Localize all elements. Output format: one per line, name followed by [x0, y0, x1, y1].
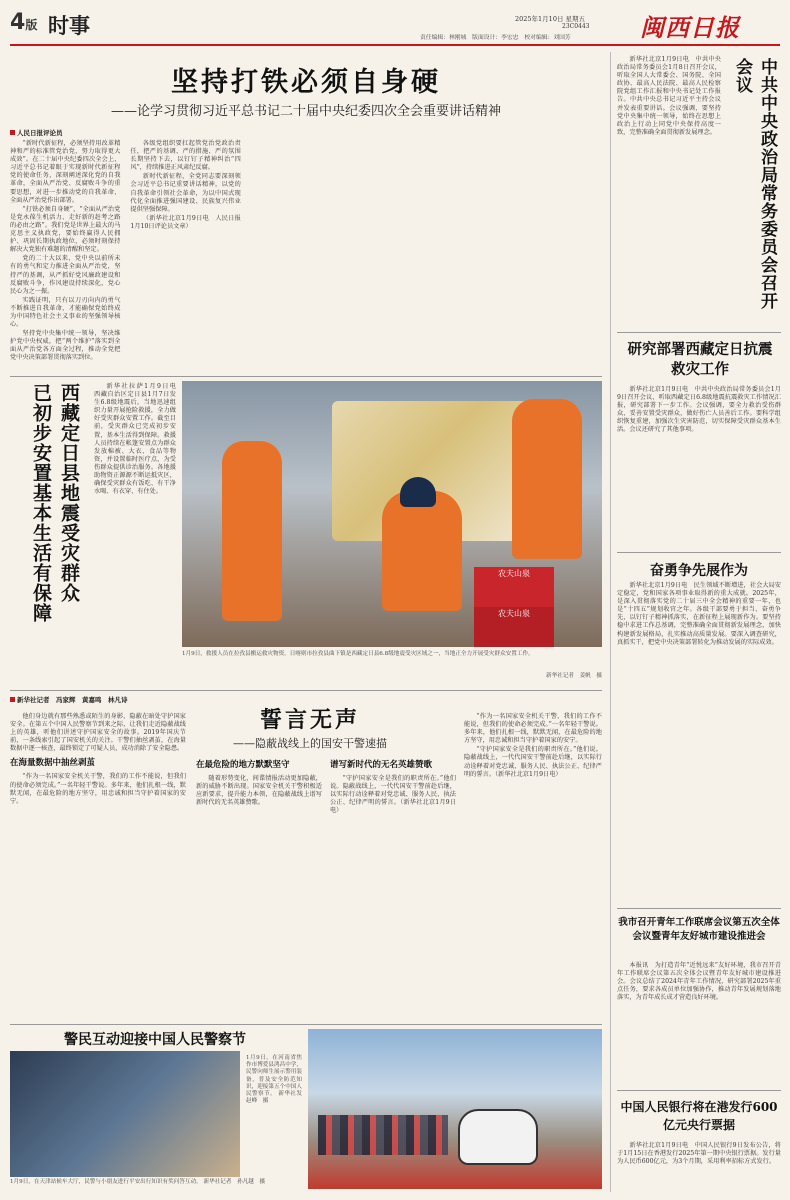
police-subtitle: ——隐蔽战线上的国安干警速描 — [233, 737, 387, 750]
caption-credit: 新华社记者 孙凡越 摄 — [203, 1179, 266, 1185]
police-day-caption-1 — [10, 1179, 300, 1186]
motorcycle-icon — [458, 1109, 538, 1165]
caption-credit: 新华社发 赵峰 摄 — [246, 1091, 308, 1105]
lead-paragraph: 各级党组织要扛起管党治党政治责任，把严的基调、严的措施、严的氛围长期坚持下去，以钉钉子精神纠治“四风”，持续推进正风肃纪反腐。 — [130, 140, 241, 172]
police-paragraph: “守护国家安全是我们的职责所在。”他们说。隐蔽战线上，一代代国安干警前赴后继，以实际行动诠释着对党忠诚、服务人民、执法公正、纪律严明的誓言。（新华社北京1月9日电） — [330, 775, 456, 815]
police-paragraph: “作为一名国家安全机关干警，我们的工作不能说，但我们的使命必须完成。”一名年轻干警说。多年来，他们扎根一线，默默无闻，在最危险的地方坚守，用忠诚和担当守护着国家的安宁。 — [464, 713, 602, 745]
quake-title-line-2: 已初步安置基本生活有保障 — [30, 383, 52, 623]
lead-title: 坚持打铁必须自身硬 — [171, 67, 441, 98]
police-day-caption-2 — [246, 1055, 308, 1175]
police-day-title: 警民互动迎接中国人民警察节 — [64, 1032, 246, 1048]
quake-title-line-1: 西藏定日县地震受灾群众 — [58, 383, 80, 603]
quake-article — [10, 376, 602, 684]
pboc-title: 中国人民银行将在港发行600亿元央行票据 — [620, 1100, 778, 1132]
police-col-3 — [330, 759, 456, 1017]
box-label — [474, 567, 554, 607]
youth-body: 本报讯 为打造青年“近悦远来”友好环境，我市召开青年工作联席会议第五次全体会议暨青年友好城市建设推进会。会议总结了2024年青年工作情况，研究部署2025年重点任务，要求各成员单位加强协作，推动青年发展规划落地落实，为青年成长成才营造良好环境。 — [617, 962, 781, 1002]
tibet-meeting-title: 研究部署西藏定日抗震救灾工作 — [627, 341, 773, 378]
politburo-body: 新华社北京1月9日电 中共中央政治局常务委员会1月8日召开会议，听取全国人大常委会、国务院、全国政协、最高人民法院、最高人民检察院党组工作汇报和中央书记处工作报告。中共中央总书记习近平主持会议并发表重要讲话。会议强调，要坚持党中央集中统一领导，始终在思想上政治上行动上同党中央保持高度一致，完整准确全面贯彻新发展理念。 — [617, 56, 721, 136]
police-subhead-3: 谱写新时代的无名英雄赞歌 — [330, 760, 433, 770]
divider — [617, 552, 781, 553]
page-number — [10, 10, 37, 35]
quake-photo — [182, 381, 602, 647]
politburo-article — [617, 56, 781, 326]
lead-paragraph: 实践证明，只有以刀刃向内的勇气不断推进自我革命，才能确保党始终成为中国特色社会主义事业的坚强领导核心。 — [10, 296, 121, 329]
page-unit: 版 — [25, 18, 38, 32]
police-paragraph: 随着形势变化，间谍情报活动更加隐蔽，新的威胁不断出现。国家安全机关干警积极适应新要求，提升能力本领，在隐蔽战线上谱写新时代的无名英雄赞歌。 — [196, 775, 322, 807]
police-day-photo-2 — [308, 1029, 602, 1189]
lead-paragraph: 坚持党中央集中统一领导，坚决维护党中央权威，把“两个维护”落实到全面从严治党各方面全过程，推动全党把党中央决策部署贯彻落实到位。 — [10, 330, 121, 362]
box-brand: 农夫山泉 — [498, 569, 530, 578]
police-article — [10, 690, 602, 1020]
editor-credits: 责任编辑：林刚城 版面设计：李宏忠 校对编辑：刘国芳 — [420, 35, 571, 41]
police-day-photo-1 — [10, 1051, 240, 1177]
quake-credit: 新华社记者 姜帆 摄 — [546, 673, 602, 679]
lead-paragraph: “打铁必须自身硬”，“全面从严治党是党永葆生机活力、走好新的赶考之路的必由之路”。我们党是世界上最大的马克思主义执政党，要始终赢得人民拥护、巩固长期执政地位，必须时刻保持解决大党独有难题的清醒和坚定。 — [10, 205, 121, 254]
lead-body — [10, 140, 602, 368]
politburo-headline: 中共中央政治局常务委员会召开会议 — [732, 58, 777, 310]
lead-article — [10, 52, 602, 370]
police-title: 誓言无声 — [259, 707, 360, 733]
divider — [617, 332, 781, 333]
lead-subtitle: ——论学习贯彻习近平总书记二十届中央纪委四次全会重要讲话精神 — [110, 104, 501, 119]
lead-paragraph: “新时代新征程，必须坚持用改革精神和严的标准管党治党，努力取得更大成效”。在二十届中央纪委四次全会上，习近平总书记着眼于实现新时代新征程党的使命任务，深刻阐述深化党的自我革命，全面从严治党、反腐败斗争的重要思想，对进一步推动党的自我革命、全面从严治党作出部署。 — [10, 140, 121, 204]
edition-number: 23C0443 — [562, 23, 590, 30]
issue-date: 2025年1月10日 星期五 — [515, 15, 586, 23]
quake-body: 新华社拉萨1月9日电 西藏自治区定日县1月7日发生6.8级地震后，当地迅速组织力量开展抢险救援，全力做好受灾群众安置工作。截至目前，受灾群众已完成初步安置，基本生活得到保障。救援人员持续在帐篷安置点为群众发放棉被、大衣、食品等物资，并设置临时医疗点，为受伤群众提供诊治服务。各地援助物资正源源不断运抵灾区，确保受灾群众有饭吃、有干净水喝、有衣穿、有住处。 — [94, 383, 183, 496]
caption-text: 1月9日，在天津站候车大厅，民警与小朋友进行平安出行知识有奖问答互动。 — [10, 1179, 202, 1185]
divider — [617, 908, 781, 909]
struggle-body: 新华社北京1月9日电 民生领域不断增进，社会大局安定稳定，党和国家各项事业取得新的重大成就。2025年，是深入贯彻落实党的二十届三中全会精神的重要一年，也是“十四五”规划收官之年。各级干部要勇于担当、奋勇争先，以钉钉子精神抓落实，在新征程上展现新作为。要坚持稳中求进工作总基调，完整准确全面贯彻新发展理念，加快构建新发展格局，扎实推动高质量发展。要深入调查研究，真抓实干，把党中央决策部署转化为推动发展的实际成效。 — [617, 582, 781, 646]
lead-paragraph: （新华社北京1月9日电 人民日报1月10日评论员文章） — [130, 214, 241, 230]
page-no: 4 — [10, 10, 26, 35]
lead-source — [10, 128, 63, 137]
source-name: 人民日报评论员 — [17, 129, 63, 137]
crowd — [318, 1115, 448, 1155]
police-paragraph: 他们身边就有那些熟悉或陌生的身影，隐蔽在暗处守护国家安全。在第五个中国人民警察节到来之际，让我们走近隐蔽战线上的英雄，听他们讲述守护国家安全的故事。2019年国庆节前，一条线索引起了国安机关的关注。干警们抽丝剥茧，在海量数据中逐一核查，最终锁定了可疑人员，成功消除了安全隐患。 — [10, 713, 186, 753]
lead-paragraph: 新时代新征程，全党同志要深刻领会习近平总书记重要讲话精神，以党的自我革命引领社会革命，为以中国式现代化全面推进强国建设、民族复兴伟业提供坚强保障。 — [130, 173, 241, 213]
source-marker-icon — [10, 130, 15, 135]
masthead — [10, 8, 780, 46]
rescuer-figure — [382, 491, 462, 611]
caption-text: 1月9日，在河南省焦作市博爱县鸿昌中学，民警向师生展示警用装备，普及安全防范知识，迎接第五个中国人民警察节。 — [246, 1055, 302, 1098]
tibet-meeting-body: 新华社北京1月9日电 中共中央政治局常务委员会1月9日召开会议，听取西藏定日6.8级地震抗震救灾工作情况汇报，研究部署下一步工作。会议强调，要全力救治受伤群众，妥善安置受灾群众，做好伤亡人员善后工作。要科学组织恢复重建，加强次生灾害防范，切实保障受灾群众基本生活。会议还研究了其他事项。 — [617, 386, 781, 434]
rescuer-figure — [512, 399, 582, 559]
byline-text: 新华社记者 冯家辉 黄嘉鸣 林凡诗 — [17, 696, 128, 704]
box-brand: 农夫山泉 — [498, 609, 530, 618]
divider — [617, 1090, 781, 1091]
section-name: 时事 — [48, 14, 90, 38]
police-byline — [10, 695, 128, 704]
rescuer-figure — [222, 441, 282, 621]
helmet-icon — [400, 477, 436, 507]
struggle-title: 奋勇争先展作为 — [650, 563, 748, 579]
lead-paragraph: 党的二十大以来，党中央以前所未有的勇气和定力推进全面从严治党，坚持严的基调，从严抓好党风廉政建设和反腐败斗争，作风建设持续深化，党心民心为之一振。 — [10, 255, 121, 295]
police-col-2 — [196, 759, 322, 1017]
police-paragraph: “作为一名国家安全机关干警，我们的工作不能说，但我们的使命必须完成。”一名年轻干警说。多年来，他们扎根一线，默默无闻，在最危险的地方坚守，用忠诚和担当守护着国家的安宁。 — [10, 773, 186, 805]
police-paragraph: “守护国家安全是我们的职责所在。”他们说。隐蔽战线上，一代代国安干警前赴后继，以实际行动诠释着对党忠诚、服务人民、执法公正、纪律严明的誓言。（新华社北京1月9日电） — [464, 746, 602, 778]
police-subhead-1: 在海量数据中抽丝剥茧 — [10, 758, 96, 769]
box-label — [474, 607, 554, 647]
pboc-body: 新华社北京1月9日电 中国人民银行9日发布公告，将于1月15日在香港发行2025年第一期中央银行票据。发行量为人民币600亿元，为3个月期，采用利率招标方式发行。 — [617, 1142, 781, 1166]
youth-title: 我市召开青年工作联席会议第五次全体会议暨青年友好城市建设推进会 — [618, 917, 780, 942]
right-column — [610, 52, 780, 1192]
police-col-1 — [10, 713, 186, 1017]
police-col-4 — [464, 713, 602, 1017]
masthead-rule — [10, 44, 780, 46]
quake-caption: 1月9日，救援人员在拉孜县搬运救灾物资。日喀则市拉孜县曲下镇是西藏定日县6.8级地震受灾区域之一，当地正全力开展受灾群众安置工作。 — [182, 651, 534, 657]
paper-logo: 闽西日报 — [640, 13, 740, 42]
byline-marker-icon — [10, 697, 15, 702]
police-day-section — [10, 1024, 602, 1192]
police-subhead-2: 在最危险的地方默默坚守 — [196, 760, 290, 770]
